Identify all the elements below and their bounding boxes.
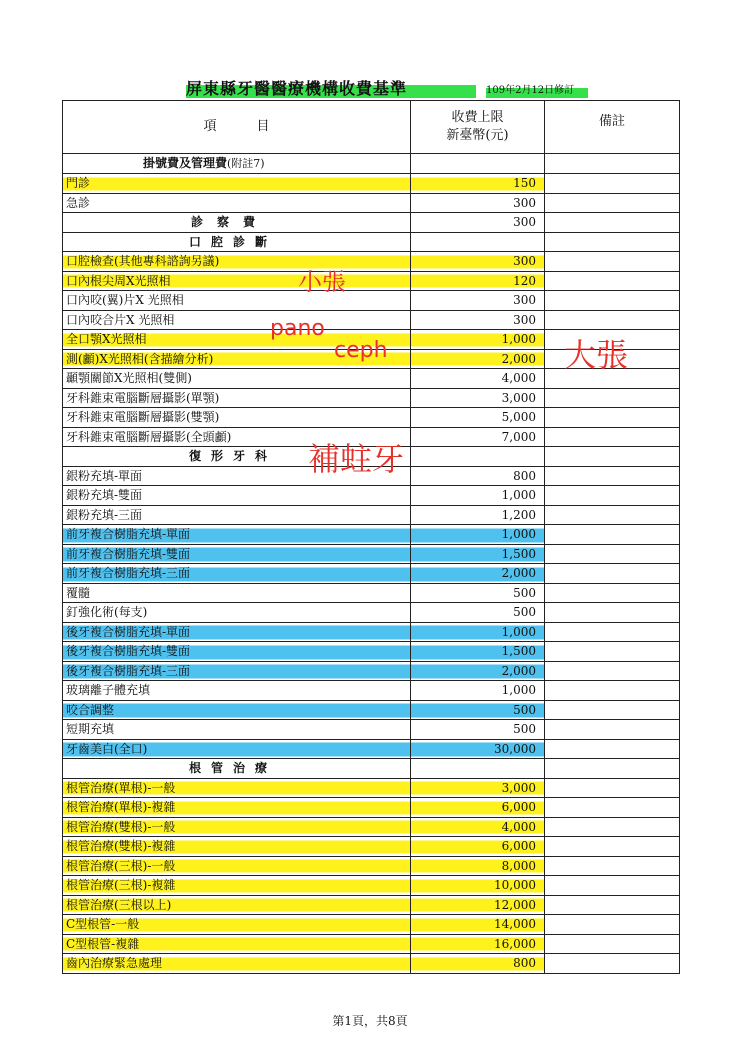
table-row (63, 856, 680, 876)
note-cell (545, 252, 680, 272)
item-price: 2,000 (411, 661, 545, 681)
item-name: 口內咬合片X 光照相 (63, 310, 411, 330)
item-price: 300 (411, 193, 545, 213)
header-item: 項目 (63, 101, 411, 154)
table-row (63, 622, 680, 642)
note-cell (545, 174, 680, 194)
item-name: C型根管-複雜 (63, 934, 411, 954)
item-price: 8,000 (411, 856, 545, 876)
note-cell (545, 856, 680, 876)
fee-table-body (63, 101, 680, 974)
item-name: 口內咬(翼)片X 光照相 (63, 291, 411, 311)
note-cell (545, 915, 680, 935)
item-price: 5,000 (411, 408, 545, 428)
header-note: 備註 (545, 101, 680, 154)
item-name: 根管治療(三根以上) (63, 895, 411, 915)
section-row (63, 232, 680, 252)
item-price: 6,000 (411, 798, 545, 818)
item-name: 牙科錐束電腦斷層攝影(單顎) (63, 388, 411, 408)
item-price: 1,000 (411, 486, 545, 506)
item-price: 1,000 (411, 525, 545, 545)
item-price: 500 (411, 603, 545, 623)
table-row (63, 603, 680, 623)
item-price: 800 (411, 466, 545, 486)
section-note: (附註7) (227, 157, 265, 170)
table-row (63, 661, 680, 681)
note-cell (545, 759, 680, 779)
section-label: 掛號費及管理費 (143, 156, 228, 170)
note-cell (545, 603, 680, 623)
note-cell (545, 817, 680, 837)
table-row (63, 271, 680, 291)
table-row (63, 193, 680, 213)
section-title (63, 154, 411, 174)
date-text: 109年2月12日修訂 (486, 85, 575, 96)
item-price: 1,000 (411, 622, 545, 642)
table-row (63, 837, 680, 857)
item-price: 6,000 (411, 837, 545, 857)
item-name: 牙齒美白(全口) (63, 739, 411, 759)
item-name: 急診 (63, 193, 411, 213)
table-row (63, 291, 680, 311)
note-cell (545, 486, 680, 506)
note-cell (545, 895, 680, 915)
annotation-small: 小張 (298, 268, 346, 296)
item-name: 咬合調整 (63, 700, 411, 720)
item-price: 300 (411, 252, 545, 272)
item-name: 銀粉充填-三面 (63, 505, 411, 525)
section-price: 300 (411, 213, 545, 233)
note-cell (545, 447, 680, 467)
item-name: C型根管-一般 (63, 915, 411, 935)
title-text: 屏東縣牙醫醫療機構收費基準 (186, 79, 408, 98)
item-name: 前牙複合樹脂充填-三面 (63, 564, 411, 584)
item-name: 根管治療(單根)-一般 (63, 778, 411, 798)
item-name: 後牙複合樹脂充填-單面 (63, 622, 411, 642)
item-price: 1,000 (411, 330, 545, 350)
note-cell (545, 271, 680, 291)
section-price (411, 447, 545, 467)
section-row (63, 213, 680, 233)
item-name: 測(顱)X光照相(含描繪分析) (63, 349, 411, 369)
note-cell (545, 642, 680, 662)
section-price (411, 759, 545, 779)
item-name: 銀粉充填-單面 (63, 466, 411, 486)
table-row (63, 388, 680, 408)
item-name: 齒內治療緊急處理 (63, 954, 411, 974)
item-name: 釘強化術(每支) (63, 603, 411, 623)
table-row (63, 798, 680, 818)
note-cell (545, 544, 680, 564)
table-row (63, 252, 680, 272)
table-row (63, 486, 680, 506)
item-name: 後牙複合樹脂充填-雙面 (63, 642, 411, 662)
annotation-filling: 補蛀牙 (308, 440, 405, 478)
note-cell (545, 622, 680, 642)
table-header-row (63, 101, 680, 154)
item-price: 2,000 (411, 564, 545, 584)
item-name: 前牙複合樹脂充填-單面 (63, 525, 411, 545)
section-label: 復形牙科 (189, 449, 278, 464)
item-name: 根管治療(三根)-一般 (63, 856, 411, 876)
item-name: 根管治療(雙根)-複雜 (63, 837, 411, 857)
table-row (63, 544, 680, 564)
note-cell (545, 310, 680, 330)
item-price: 3,000 (411, 388, 545, 408)
note-cell (545, 934, 680, 954)
note-cell (545, 798, 680, 818)
section-label: 口腔診斷 (189, 234, 278, 249)
item-price: 4,000 (411, 369, 545, 389)
document-title (186, 78, 476, 100)
section-title (63, 213, 411, 233)
note-cell (545, 876, 680, 896)
note-cell (545, 232, 680, 252)
item-name: 牙科錐束電腦斷層攝影(全頭顱) (63, 427, 411, 447)
table-row (63, 700, 680, 720)
table-row (63, 505, 680, 525)
item-price: 12,000 (411, 895, 545, 915)
item-price: 500 (411, 583, 545, 603)
section-row (63, 154, 680, 174)
section-label: 診察費 (191, 215, 270, 230)
note-cell (545, 583, 680, 603)
note-cell (545, 154, 680, 174)
section-price (411, 154, 545, 174)
item-price: 300 (411, 310, 545, 330)
fee-table (62, 100, 680, 974)
item-price: 10,000 (411, 876, 545, 896)
annotation-large: 大張 (564, 336, 629, 374)
item-price: 14,000 (411, 915, 545, 935)
item-price: 7,000 (411, 427, 545, 447)
item-name: 銀粉充填-雙面 (63, 486, 411, 506)
annotation-pano: pano (270, 316, 325, 341)
item-price: 800 (411, 954, 545, 974)
note-cell (545, 661, 680, 681)
item-price: 500 (411, 700, 545, 720)
item-name: 短期充填 (63, 720, 411, 740)
item-name: 根管治療(雙根)-一般 (63, 817, 411, 837)
note-cell (545, 427, 680, 447)
item-price: 500 (411, 720, 545, 740)
item-price: 1,000 (411, 681, 545, 701)
table-row (63, 915, 680, 935)
note-cell (545, 213, 680, 233)
table-row (63, 876, 680, 896)
table-row (63, 778, 680, 798)
item-price: 16,000 (411, 934, 545, 954)
note-cell (545, 564, 680, 584)
item-name: 玻璃離子體充填 (63, 681, 411, 701)
table-row (63, 934, 680, 954)
table-row (63, 681, 680, 701)
section-title (63, 232, 411, 252)
note-cell (545, 954, 680, 974)
section-title (63, 759, 411, 779)
note-cell (545, 466, 680, 486)
table-row (63, 739, 680, 759)
table-row (63, 174, 680, 194)
item-name: 門診 (63, 174, 411, 194)
annotation-ceph: ceph (334, 338, 388, 363)
table-row (63, 583, 680, 603)
note-cell (545, 291, 680, 311)
item-name: 全口顎X光照相 (63, 330, 411, 350)
header-limit (411, 101, 545, 154)
section-price (411, 232, 545, 252)
item-price: 3,000 (411, 778, 545, 798)
item-price: 30,000 (411, 739, 545, 759)
section-label: 根管治療 (189, 761, 278, 776)
page-footer: 第1頁，共8頁 (332, 1014, 408, 1028)
item-price: 120 (411, 271, 545, 291)
item-price: 2,000 (411, 349, 545, 369)
table-row (63, 720, 680, 740)
item-price: 150 (411, 174, 545, 194)
item-name: 牙科錐束電腦斷層攝影(雙顎) (63, 408, 411, 428)
note-cell (545, 739, 680, 759)
item-name: 口腔檢查(其他專科諮詢另議) (63, 252, 411, 272)
header-limit-line2: 新臺幣(元) (446, 128, 509, 143)
note-cell (545, 388, 680, 408)
note-cell (545, 681, 680, 701)
item-price: 300 (411, 291, 545, 311)
note-cell (545, 408, 680, 428)
item-name: 顳顎關節X光照相(雙側) (63, 369, 411, 389)
item-name: 後牙複合樹脂充填-三面 (63, 661, 411, 681)
item-price: 4,000 (411, 817, 545, 837)
table-row (63, 954, 680, 974)
table-row (63, 642, 680, 662)
table-row (63, 895, 680, 915)
table-row (63, 408, 680, 428)
item-name: 覆髓 (63, 583, 411, 603)
item-name: 根管治療(三根)-複雜 (63, 876, 411, 896)
note-cell (545, 525, 680, 545)
item-name: 口內根尖周X光照相 (63, 271, 411, 291)
note-cell (545, 837, 680, 857)
header-limit-line1: 收費上限 (451, 110, 504, 125)
item-price: 1,200 (411, 505, 545, 525)
table-row (63, 564, 680, 584)
table-row (63, 310, 680, 330)
note-cell (545, 505, 680, 525)
section-row (63, 759, 680, 779)
note-cell (545, 720, 680, 740)
item-price: 1,500 (411, 544, 545, 564)
note-cell (545, 700, 680, 720)
revision-date (486, 83, 588, 99)
item-name: 前牙複合樹脂充填-雙面 (63, 544, 411, 564)
table-row (63, 525, 680, 545)
note-cell (545, 778, 680, 798)
item-price: 1,500 (411, 642, 545, 662)
item-name: 根管治療(單根)-複雜 (63, 798, 411, 818)
note-cell (545, 193, 680, 213)
table-row (63, 817, 680, 837)
